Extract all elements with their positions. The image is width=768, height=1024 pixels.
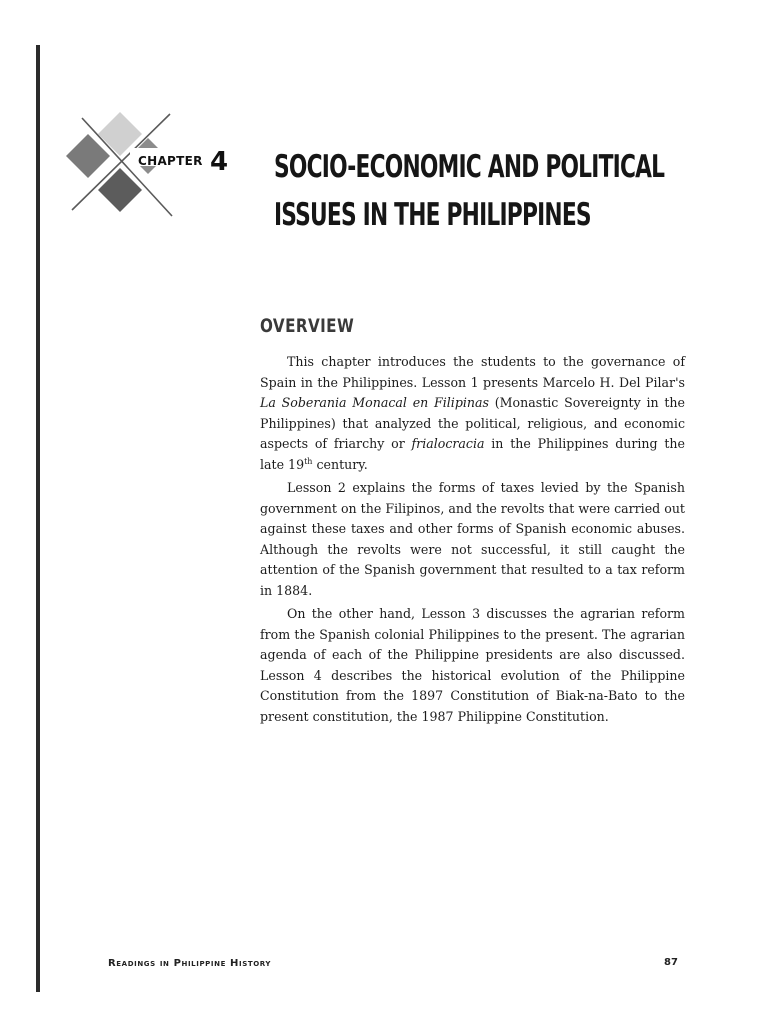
overview-heading: OVERVIEW (260, 315, 355, 337)
overview-paragraph-2: Lesson 2 explains the forms of taxes levied by the Spanish government on the Filipinos, and the revolts that were carried out against these taxes and other forms of Spanish economic abuses. Although the revolts were not successful, it still caught the attention of the Spanish government that resulted to a tax reform in 1884. (260, 480, 685, 598)
chapter-title (274, 143, 665, 239)
chapter-title-line-1: SOCIO-ECONOMIC AND POLITICAL (274, 149, 665, 185)
p1-text-e: in the Philippines during the late 19 (260, 436, 685, 472)
p1-term: frialocracia (411, 436, 485, 451)
overview-paragraph-3: On the other hand, Lesson 3 discusses the agrarian reform from the Spanish colonial Philippines to the present. The agrarian agenda of each of the Philippine presidents are also discussed. Lesson 4 describes the historical evolution of the Philippine Constitution from the 1897 Constitution of Biak-na-Bato to the present constitution, the 1987 Philippine Constitution. (260, 606, 685, 724)
p1-text-c: (Monastic Sovereignty in the Philippines) that analyzed the political, religious, and economic aspects of friarchy or (260, 395, 685, 451)
p1-text-a: This chapter introduces the students to the governance of Spain in the Philippines. Lesson 1 presents Marcelo H. Del Pilar's (260, 354, 685, 390)
chapter-title-line-2: ISSUES IN THE PHILIPPINES (274, 197, 591, 233)
emblem-bottom-diamond (98, 168, 142, 212)
footer-book-title: Readings in Philippine History (108, 958, 272, 969)
overview-paragraph-1 (260, 352, 685, 475)
chapter-number: 4 (210, 147, 229, 177)
p1-text-g: century. (312, 456, 368, 472)
footer-page-number: 87 (664, 957, 678, 968)
margin-rule (36, 45, 40, 992)
overview-body (260, 352, 685, 730)
p1-ordinal-suffix: th (304, 456, 313, 466)
chapter-label: CHAPTER (138, 154, 203, 168)
p1-book-title: La Soberania Monacal en Filipinas (260, 395, 489, 410)
